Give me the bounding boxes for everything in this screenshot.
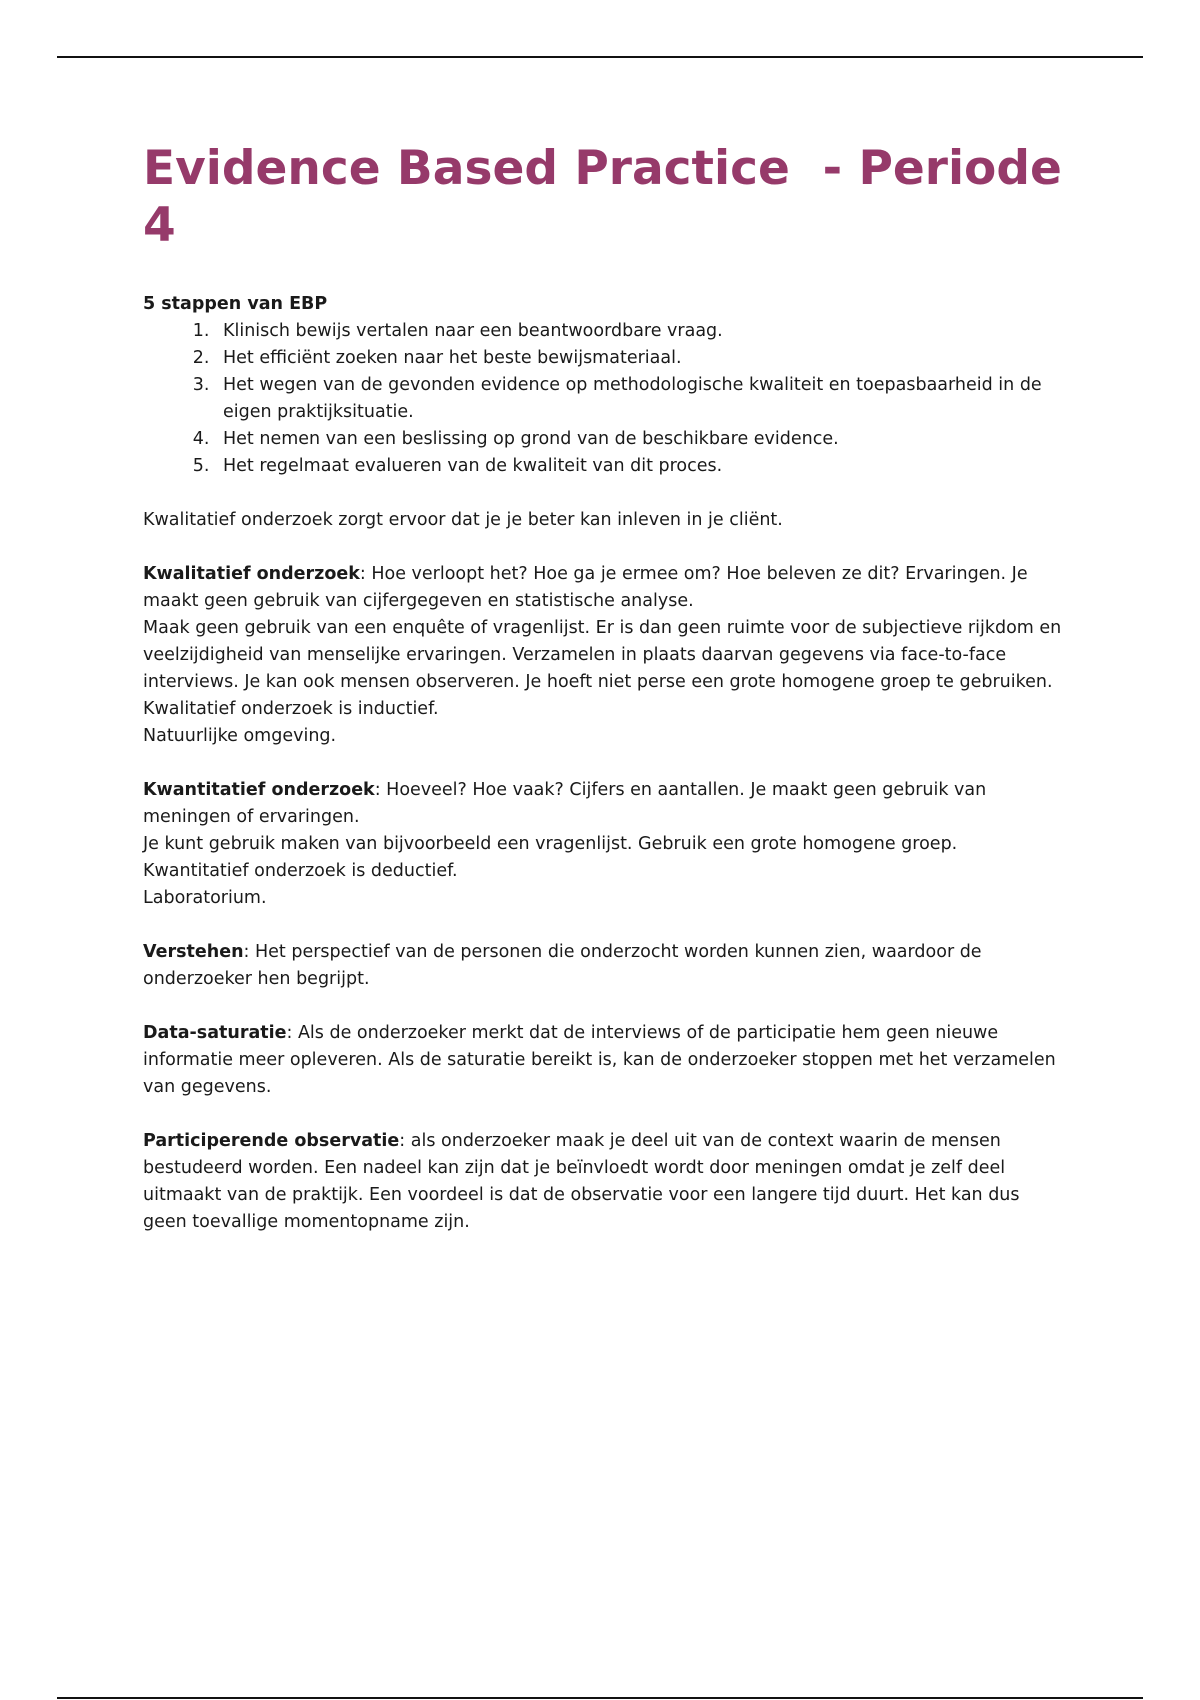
list-item: 2. Het efficiënt zoeken naar het beste bewijsmateriaal.: [215, 345, 1063, 372]
kwalitatief-line: Kwalitatief onderzoek is inductief.: [143, 699, 439, 719]
term-kwantitatief: Kwantitatief onderzoek: [143, 780, 375, 800]
saturatie-definition: Data-saturatie: Als de onderzoeker merkt dat de interviews of de participatie hem geen nieuwe informatie meer opleveren. Als de saturatie bereikt is, kan de onderzoeker stoppen met het verzamelen van gegevens.: [143, 1023, 1056, 1097]
footer-rule: [57, 1697, 1143, 1699]
list-item: 4. Het nemen van een beslissing op grond van de beschikbare evidence.: [215, 426, 1063, 453]
header-rule: [57, 56, 1143, 58]
list-item: 3. Het wegen van de gevonden evidence op methodologische kwaliteit en toepasbaarheid in de eigen praktijksituatie.: [215, 372, 1063, 426]
kwantitatief-line: Laboratorium.: [143, 888, 267, 908]
term-participerende: Participerende observatie: [143, 1131, 400, 1151]
list-item: 1. Klinisch bewijs vertalen naar een beantwoordbare vraag.: [215, 318, 1063, 345]
section-kwantitatief: [143, 777, 1063, 912]
term-kwalitatief: Kwalitatief onderzoek: [143, 564, 360, 584]
steps-list: [143, 318, 1063, 480]
page-title: Evidence Based Practice - Periode 4: [143, 141, 1079, 253]
term-saturatie: Data-saturatie: [143, 1023, 287, 1043]
kwalitatief-line: Maak geen gebruik van een enquête of vragenlijst. Er is dan geen ruimte voor de subjectieve rijkdom en veelzijdigheid van menselijke ervaringen. Verzamelen in plaats daarvan gegevens via face-to-face interviews. Je kan ook mensen observeren. Je hoeft niet perse een grote homogene groep te gebruiken.: [143, 618, 1062, 692]
kwantitatief-line: Kwantitatief onderzoek is deductief.: [143, 861, 458, 881]
participerende-definition: Participerende observatie: als onderzoeker maak je deel uit van de context waarin de mensen bestudeerd worden. Een nadeel kan zijn dat je beïnvloedt wordt door meningen omdat je zelf deel uitmaakt van de praktijk. Een voordeel is dat de observatie voor een langere tijd duurt. Het kan dus geen toevallige momentopname zijn.: [143, 1131, 1020, 1232]
verstehen-definition: Verstehen: Het perspectief van de personen die onderzocht worden kunnen zien, waardoor de onderzoeker hen begrijpt.: [143, 942, 982, 989]
term-verstehen: Verstehen: [143, 942, 244, 962]
kwalitatief-line: Natuurlijke omgeving.: [143, 726, 337, 746]
kwantitatief-definition: Kwantitatief onderzoek: Hoeveel? Hoe vaak? Cijfers en aantallen. Je maakt geen gebruik van meningen of ervaringen.: [143, 780, 987, 827]
document-body: [143, 140, 1079, 1236]
intro-paragraph: Kwalitatief onderzoek zorgt ervoor dat je je beter kan inleven in je cliënt.: [143, 510, 783, 530]
section-kwalitatief: [143, 561, 1063, 750]
steps-heading: 5 stappen van EBP: [143, 294, 328, 314]
kwalitatief-definition: Kwalitatief onderzoek: Hoe verloopt het? Hoe ga je ermee om? Hoe beleven ze dit? Ervaringen. Je maakt geen gebruik van cijfergegeven en statistische analyse.: [143, 564, 1028, 611]
list-item: 5. Het regelmaat evalueren van de kwaliteit van dit proces.: [215, 453, 1063, 480]
kwantitatief-line: Je kunt gebruik maken van bijvoorbeeld een vragenlijst. Gebruik een grote homogene groep.: [143, 834, 958, 854]
